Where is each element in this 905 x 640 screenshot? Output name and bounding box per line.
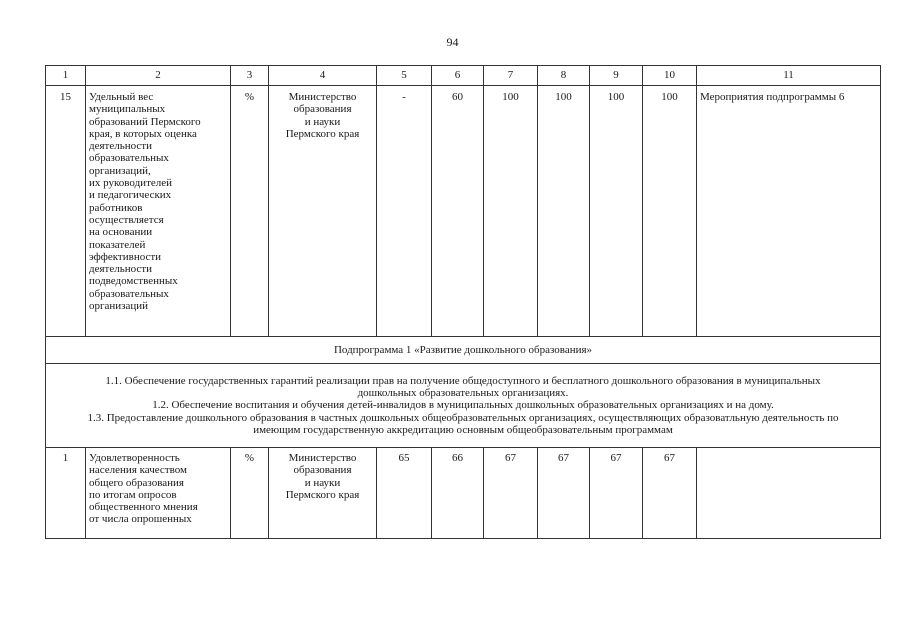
column-header: 9 [590, 66, 643, 86]
unit-cell: % [231, 86, 269, 337]
goals-cell [46, 364, 881, 448]
value-cell: 100 [643, 86, 697, 337]
value-cell: 65 [377, 448, 432, 539]
responsible-cell: Министерство образования и науки Пермского края [269, 86, 377, 337]
column-header: 6 [432, 66, 484, 86]
activities-cell: Мероприятия подпрограммы 6 [697, 86, 881, 337]
column-header: 3 [231, 66, 269, 86]
column-header: 2 [86, 66, 231, 86]
value-cell: 60 [432, 86, 484, 337]
table-row [46, 86, 881, 337]
column-number-row [46, 66, 881, 86]
goal-item: 1.1. Обеспечение государственных гарантий реализации прав на получение общедоступного и бесплатного дошкольного образования в муниципальных дошкольных образовательных организациях. [105, 374, 821, 400]
column-header: 1 [46, 66, 86, 86]
indicators-table [45, 65, 881, 539]
column-header: 5 [377, 66, 432, 86]
value-cell: 100 [484, 86, 538, 337]
column-header: 4 [269, 66, 377, 86]
goals-row [46, 364, 881, 448]
subprogram-row [46, 337, 881, 364]
activities-cell [697, 448, 881, 539]
column-header: 8 [538, 66, 590, 86]
subprogram-title: Подпрограмма 1 «Развитие дошкольного образования» [46, 337, 881, 364]
value-cell: 67 [484, 448, 538, 539]
value-cell: - [377, 86, 432, 337]
value-cell: 66 [432, 448, 484, 539]
indicator-name: Удовлетворенность населения качеством общего образования по итогам опросов общественного мнения от числа опрошенных [86, 448, 231, 539]
column-header: 11 [697, 66, 881, 86]
value-cell: 67 [590, 448, 643, 539]
value-cell: 67 [538, 448, 590, 539]
value-cell: 100 [590, 86, 643, 337]
column-header: 7 [484, 66, 538, 86]
unit-cell: % [231, 448, 269, 539]
row-number: 15 [46, 86, 86, 337]
column-header: 10 [643, 66, 697, 86]
goal-item: 1.3. Предоставление дошкольного образования в частных дошкольных общеобразовательных организациях, осуществляющих образоватльную деятельность по имеющим государственную аккредитацию основным общеобразовательным программам [87, 411, 839, 436]
table-row [46, 448, 881, 539]
value-cell: 100 [538, 86, 590, 337]
responsible-cell: Министерство образования и науки Пермского края [269, 448, 377, 539]
goal-item: 1.2. Обеспечение воспитания и обучения детей-инвалидов в муниципальных дошкольных образовательных организациях и на дому. [152, 399, 774, 412]
value-cell: 67 [643, 448, 697, 539]
indicator-name: Удельный вес муниципальных образований Пермского края, в которых оценка деятельности образовательных организаций, их руководителей и педагогических работников осуществляется на основании показателей эффективности деятельности подведомственных образовательных организаций [86, 86, 231, 337]
page-number: 94 [446, 35, 459, 49]
row-number: 1 [46, 448, 86, 539]
